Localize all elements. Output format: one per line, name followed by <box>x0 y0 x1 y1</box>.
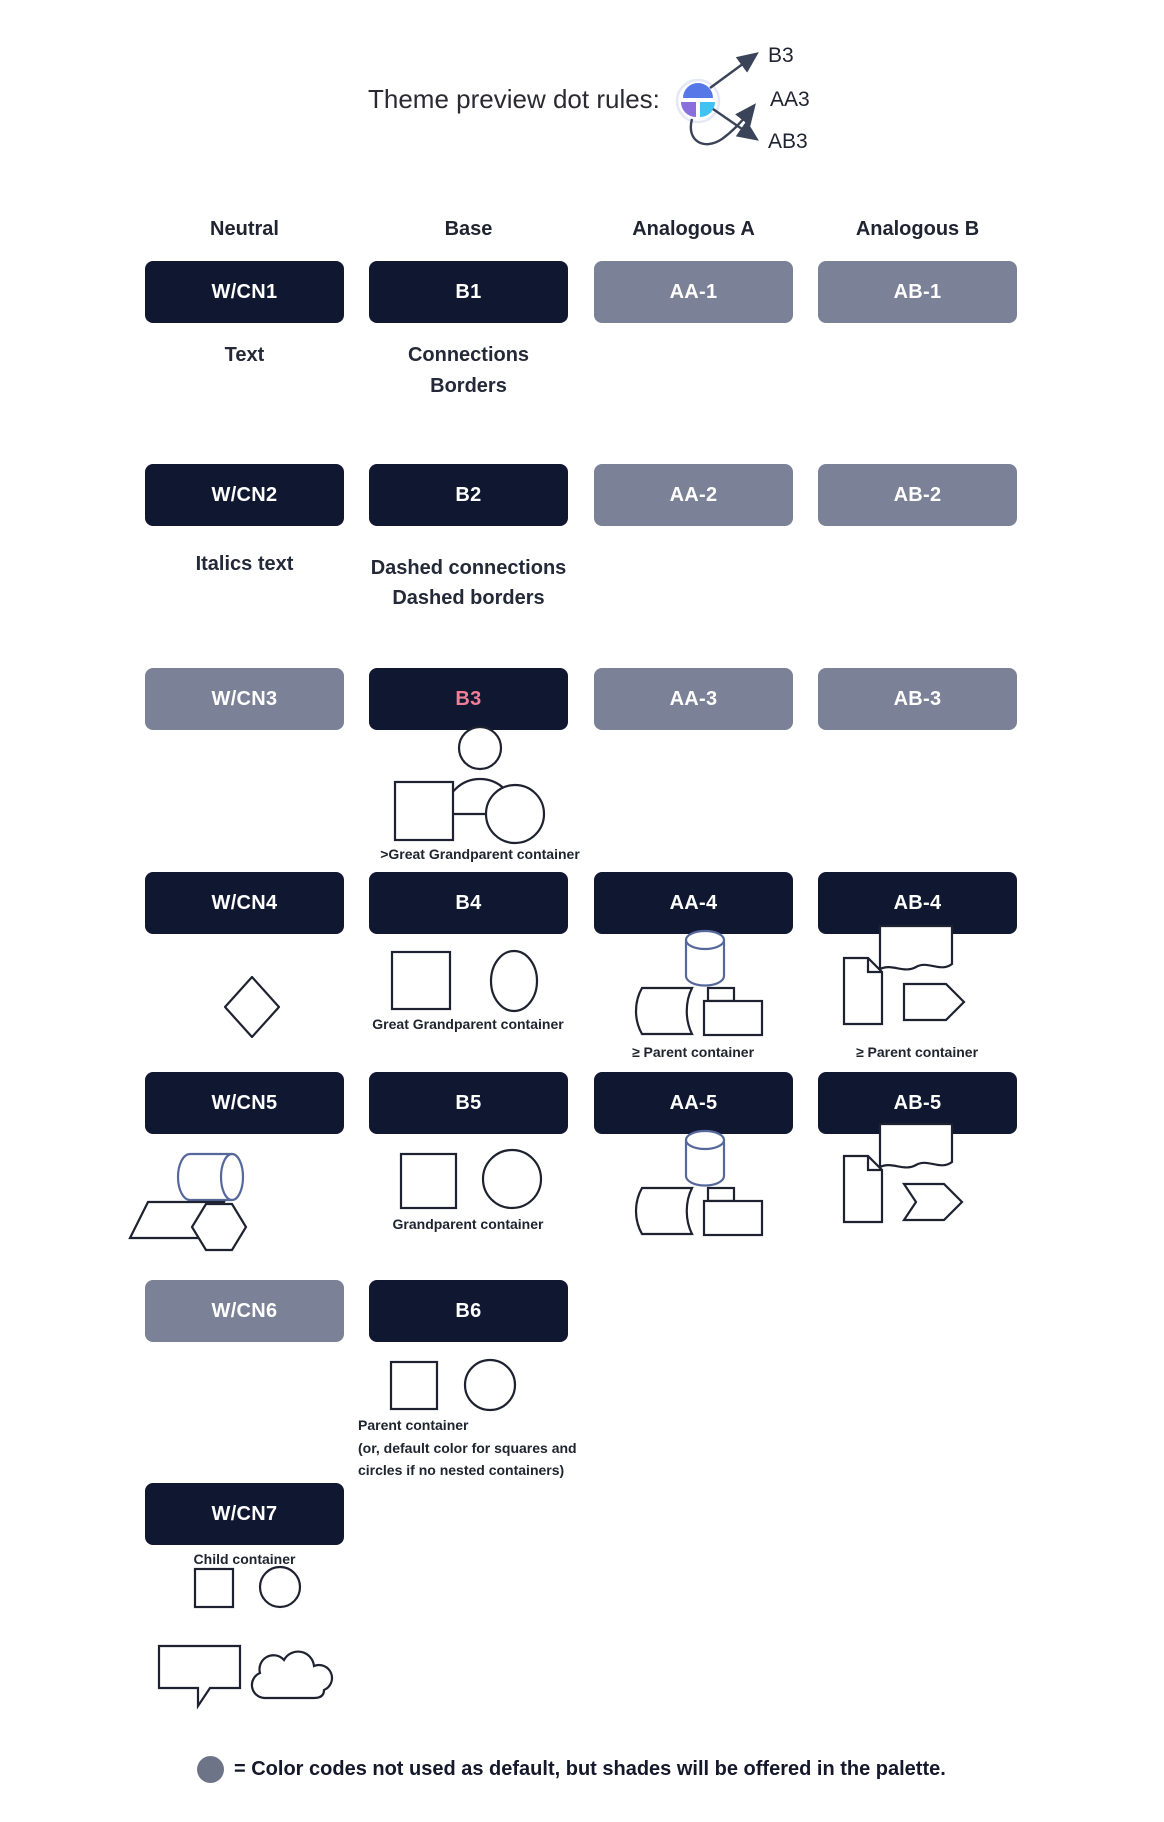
swatch-aa4: AA-4 <box>594 872 793 934</box>
aa4-shape-cluster <box>628 928 778 1040</box>
swatch-aa1: AA-1 <box>594 261 793 323</box>
card-tab-shape <box>708 988 734 1001</box>
caption-italics-text: Italics text <box>195 553 294 575</box>
caption-text: Text <box>224 344 265 366</box>
swatch-wcn4: W/CN4 <box>145 872 344 934</box>
dot-target-b3: B3 <box>768 44 794 67</box>
b6-shape-cluster <box>388 1354 518 1412</box>
card-shape <box>704 1001 762 1035</box>
cylinder-cap-icon <box>221 1154 243 1200</box>
swatch-b3: B3 <box>369 668 568 730</box>
square-shape <box>391 1362 437 1409</box>
swatch-wcn7: W/CN7 <box>145 1483 344 1545</box>
swatch-b5: B5 <box>369 1072 568 1134</box>
column-header-analogous-a: Analogous A <box>632 218 755 240</box>
wcn7-shape-cluster <box>192 1562 304 1610</box>
page-title: Theme preview dot rules: <box>368 84 660 114</box>
caption-b3-cluster: >Great Grandparent container <box>380 846 580 862</box>
circle-shape <box>260 1567 300 1607</box>
column-header-base: Base <box>444 218 493 240</box>
circle-shape <box>483 1150 541 1208</box>
swatch-b6: B6 <box>369 1280 568 1342</box>
caption-b4-cluster: Great Grandparent container <box>372 1016 564 1032</box>
b5-shape-cluster <box>396 1146 546 1210</box>
diamond-shape <box>225 977 279 1037</box>
cloud-icon <box>252 1652 332 1698</box>
swatch-wcn3: W/CN3 <box>145 668 344 730</box>
swatch-b2: B2 <box>369 464 568 526</box>
card-tab-shape <box>708 1188 734 1201</box>
square-shape <box>401 1154 456 1208</box>
caption-dashed-connections: Dashed connections <box>370 557 567 579</box>
swatch-ab3: AB-3 <box>818 668 1017 730</box>
swatch-aa2: AA-2 <box>594 464 793 526</box>
square-shape <box>392 952 450 1009</box>
stored-data-shape <box>636 988 692 1034</box>
caption-parent-container-note2: circles if no nested containers) <box>358 1462 565 1478</box>
ab4-shape-cluster <box>828 924 988 1036</box>
cylinder-top-icon <box>686 1131 724 1149</box>
swatch-aa5: AA-5 <box>594 1072 793 1134</box>
circle-shape <box>491 951 537 1011</box>
circle-shape <box>465 1360 515 1410</box>
swatch-wcn5: W/CN5 <box>145 1072 344 1134</box>
person-icon <box>459 727 501 769</box>
swatch-ab5: AB-5 <box>818 1072 1017 1134</box>
arrow-to-b3 <box>710 55 755 88</box>
swatch-b4: B4 <box>369 872 568 934</box>
legend-text: = Color codes not used as default, but shades will be offered in the palette. <box>234 1758 946 1780</box>
swatch-ab4: AB-4 <box>818 872 1017 934</box>
wcn5-shape-cluster <box>128 1132 278 1258</box>
caption-connections-borders <box>369 340 568 402</box>
dot-target-aa3: AA3 <box>770 88 810 111</box>
cylinder-top-icon <box>686 931 724 949</box>
caption-connections: Connections <box>407 344 530 366</box>
swatch-ab2: AB-2 <box>818 464 1017 526</box>
theme-preview-dot-icon <box>652 25 777 160</box>
wcn4-shape-cluster <box>224 976 280 1038</box>
card-shape <box>704 1201 762 1235</box>
caption-dashed-borders: Dashed borders <box>392 587 545 609</box>
caption-wcn7: Child container <box>193 1551 296 1567</box>
stored-data-shape <box>636 1188 692 1234</box>
b3-shape-cluster <box>388 722 553 847</box>
swatch-wcn1: W/CN1 <box>145 261 344 323</box>
caption-aa4-cluster: ≥ Parent container <box>631 1044 755 1060</box>
caption-b5-cluster: Grandparent container <box>392 1216 544 1232</box>
swatch-wcn6: W/CN6 <box>145 1280 344 1342</box>
caption-parent-container: Parent container <box>358 1417 469 1433</box>
swatch-wcn2: W/CN2 <box>145 464 344 526</box>
column-header-analogous-b: Analogous B <box>855 218 980 240</box>
swatch-aa3: AA-3 <box>594 668 793 730</box>
swatch-ab1: AB-1 <box>818 261 1017 323</box>
dot-target-ab3: AB3 <box>768 130 808 153</box>
legend-dot <box>197 1756 224 1783</box>
circle-shape <box>486 785 544 843</box>
aa5-shape-cluster <box>628 1128 778 1240</box>
wcn7-extra-shape-cluster <box>156 1636 336 1710</box>
chevron-shape <box>904 984 964 1020</box>
chevron-shape <box>904 1184 962 1220</box>
column-header-neutral: Neutral <box>210 218 279 240</box>
square-shape <box>195 1569 233 1607</box>
wavy-document-shape <box>880 1124 952 1167</box>
document-icon <box>844 958 882 1024</box>
caption-dashed <box>369 553 568 613</box>
b4-shape-cluster <box>386 946 551 1016</box>
caption-parent-container-note1: (or, default color for squares and <box>358 1439 577 1456</box>
ab5-shape-cluster <box>828 1122 988 1234</box>
wavy-document-shape <box>880 926 952 969</box>
speech-bubble-icon <box>159 1646 240 1706</box>
caption-b6-cluster <box>358 1414 688 1482</box>
square-shape <box>395 782 453 840</box>
swatch-b1: B1 <box>369 261 568 323</box>
document-icon <box>844 1156 882 1222</box>
caption-ab4-cluster: ≥ Parent container <box>855 1044 979 1060</box>
caption-borders: Borders <box>430 375 507 397</box>
